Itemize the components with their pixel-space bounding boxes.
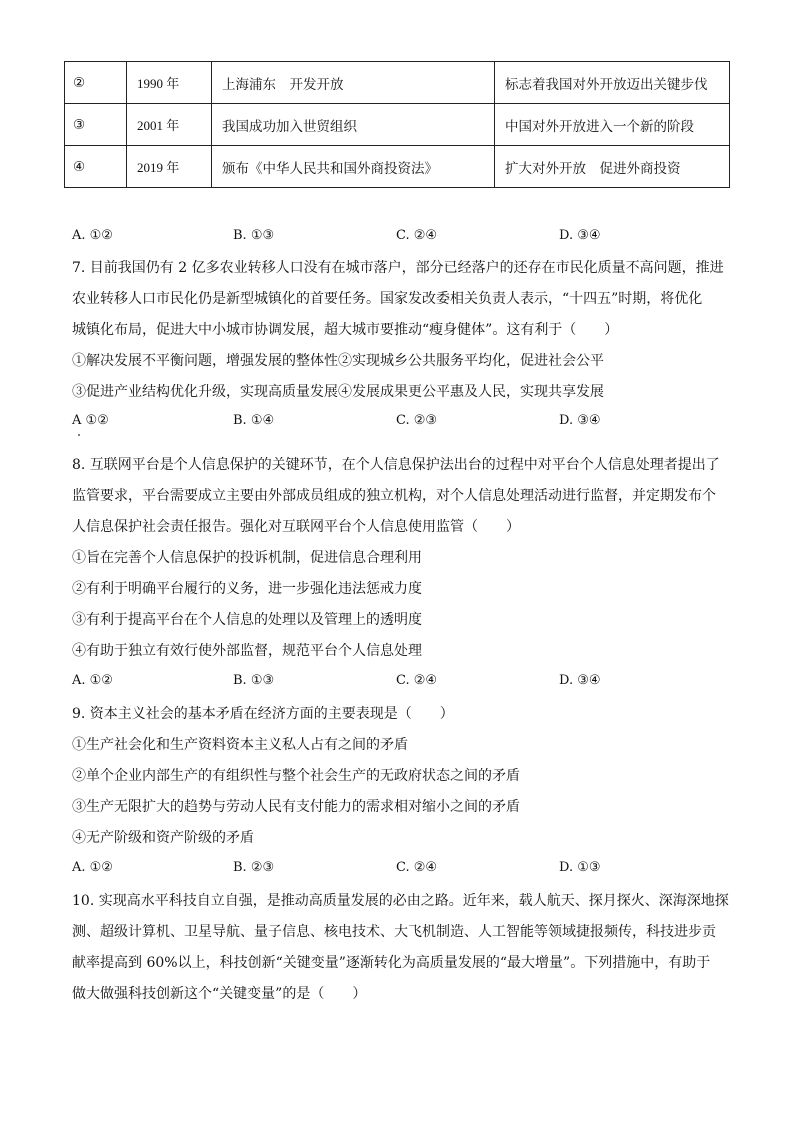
table-row — [65, 104, 730, 146]
q7-statement: ①解决发展不平衡问题，增强发展的整体性②实现城乡公共服务平均化，促进社会公平 — [72, 353, 604, 369]
q8-stem-line: 监管要求，平台需要成立主要由外部成员组成的独立机构，对个人信息处理活动进行监督，并定期发布个 — [72, 488, 716, 504]
q8-options — [72, 673, 722, 693]
option-b[interactable]: B. ①③ — [233, 673, 275, 688]
q9-stem-line: 9. 资本主义社会的基本矛盾在经济方面的主要表现是（ ） — [72, 706, 454, 722]
option-b[interactable]: B. ①④ — [233, 413, 275, 428]
row-year: 1990 年 — [127, 62, 212, 104]
option-a[interactable]: A. ①② — [72, 228, 113, 243]
q6-options — [72, 228, 722, 248]
q7-options — [72, 413, 722, 433]
option-b[interactable]: B. ②③ — [233, 860, 275, 875]
scan-speck — [78, 434, 80, 436]
option-c[interactable]: C. ②④ — [396, 673, 438, 688]
option-a[interactable]: A. ①② — [72, 673, 113, 688]
q10-stem-line: 献率提高到 60%以上，科技创新“关键变量”逐渐转化为高质量发展的“最大增量”。下列措施中，有助于 — [72, 955, 711, 971]
row-event: 我国成功加入世贸组织 — [212, 104, 495, 146]
row-meaning: 中国对外开放进入一个新的阶段 — [495, 104, 730, 146]
option-d[interactable]: D. ①③ — [559, 860, 601, 875]
option-a[interactable]: A ①② — [72, 413, 109, 428]
row-event: 颁布《中华人民共和国外商投资法》 — [212, 146, 495, 188]
q7-stem-line: 城镇化布局，促进大中小城市协调发展，超大城市要推动“瘦身健体”。这有利于（ ） — [72, 322, 619, 338]
option-b[interactable]: B. ①③ — [233, 228, 275, 243]
q9-options — [72, 860, 722, 880]
option-c[interactable]: C. ②③ — [396, 413, 438, 428]
q9-statement: ③生产无限扩大的趋势与劳动人民有支付能力的需求相对缩小之间的矛盾 — [72, 799, 520, 815]
q10-stem-line: 10. 实现高水平科技自立自强，是推动高质量发展的必由之路。近年来，载人航天、探月探火、深海深地探 — [72, 893, 729, 909]
option-c[interactable]: C. ②④ — [396, 860, 438, 875]
q8-statement: ②有利于明确平台履行的义务，进一步强化违法惩戒力度 — [72, 581, 422, 597]
option-d[interactable]: D. ③④ — [559, 413, 601, 428]
row-event: 上海浦东 开发开放 — [212, 62, 495, 104]
row-year: 2001 年 — [127, 104, 212, 146]
q9-statement: ②单个企业内部生产的有组织性与整个社会生产的无政府状态之间的矛盾 — [72, 768, 520, 784]
q8-stem-line: 8. 互联网平台是个人信息保护的关键环节，在个人信息保护法出台的过程中对平台个人信息处理者提出了 — [72, 457, 720, 473]
q9-statement: ④无产阶级和资产阶级的矛盾 — [72, 830, 254, 846]
q7-statement: ③促进产业结构优化升级，实现高质量发展④发展成果更公平惠及人民，实现共享发展 — [72, 384, 604, 400]
table-row — [65, 146, 730, 188]
q8-stem-line: 人信息保护社会责任报告。强化对互联网平台个人信息使用监管（ ） — [72, 519, 520, 535]
row-number: ④ — [65, 146, 127, 188]
option-d[interactable]: D. ③④ — [559, 228, 601, 243]
option-d[interactable]: D. ③④ — [559, 673, 601, 688]
q8-statement: ①旨在完善个人信息保护的投诉机制，促进信息合理利用 — [72, 550, 422, 566]
row-number: ③ — [65, 104, 127, 146]
option-a[interactable]: A. ①② — [72, 860, 113, 875]
q9-statement: ①生产社会化和生产资料资本主义私人占有之间的矛盾 — [72, 737, 408, 753]
row-year: 2019 年 — [127, 146, 212, 188]
q8-statement: ④有助于独立有效行使外部监督，规范平台个人信息处理 — [72, 643, 422, 659]
option-c[interactable]: C. ②④ — [396, 228, 438, 243]
q10-stem-line: 做大做强科技创新这个“关键变量”的是（ ） — [72, 986, 367, 1002]
q7-stem-line: 7. 目前我国仍有 2 亿多农业转移人口没有在城市落户，部分已经落户的还存在市民化质量不高问题，推进 — [72, 260, 724, 276]
table-row — [65, 62, 730, 104]
q7-stem-line: 农业转移人口市民化仍是新型城镇化的首要任务。国家发改委相关负责人表示，“十四五”时期，将优化 — [72, 291, 703, 307]
row-number: ② — [65, 62, 127, 104]
history-events-table — [64, 61, 730, 188]
row-meaning: 标志着我国对外开放迈出关键步伐 — [495, 62, 730, 104]
row-meaning: 扩大对外开放 促进外商投资 — [495, 146, 730, 188]
q8-statement: ③有利于提高平台在个人信息的处理以及管理上的透明度 — [72, 612, 422, 628]
q10-stem-line: 测、超级计算机、卫星导航、量子信息、核电技术、大飞机制造、人工智能等领域捷报频传，科技进步贡 — [72, 924, 716, 940]
